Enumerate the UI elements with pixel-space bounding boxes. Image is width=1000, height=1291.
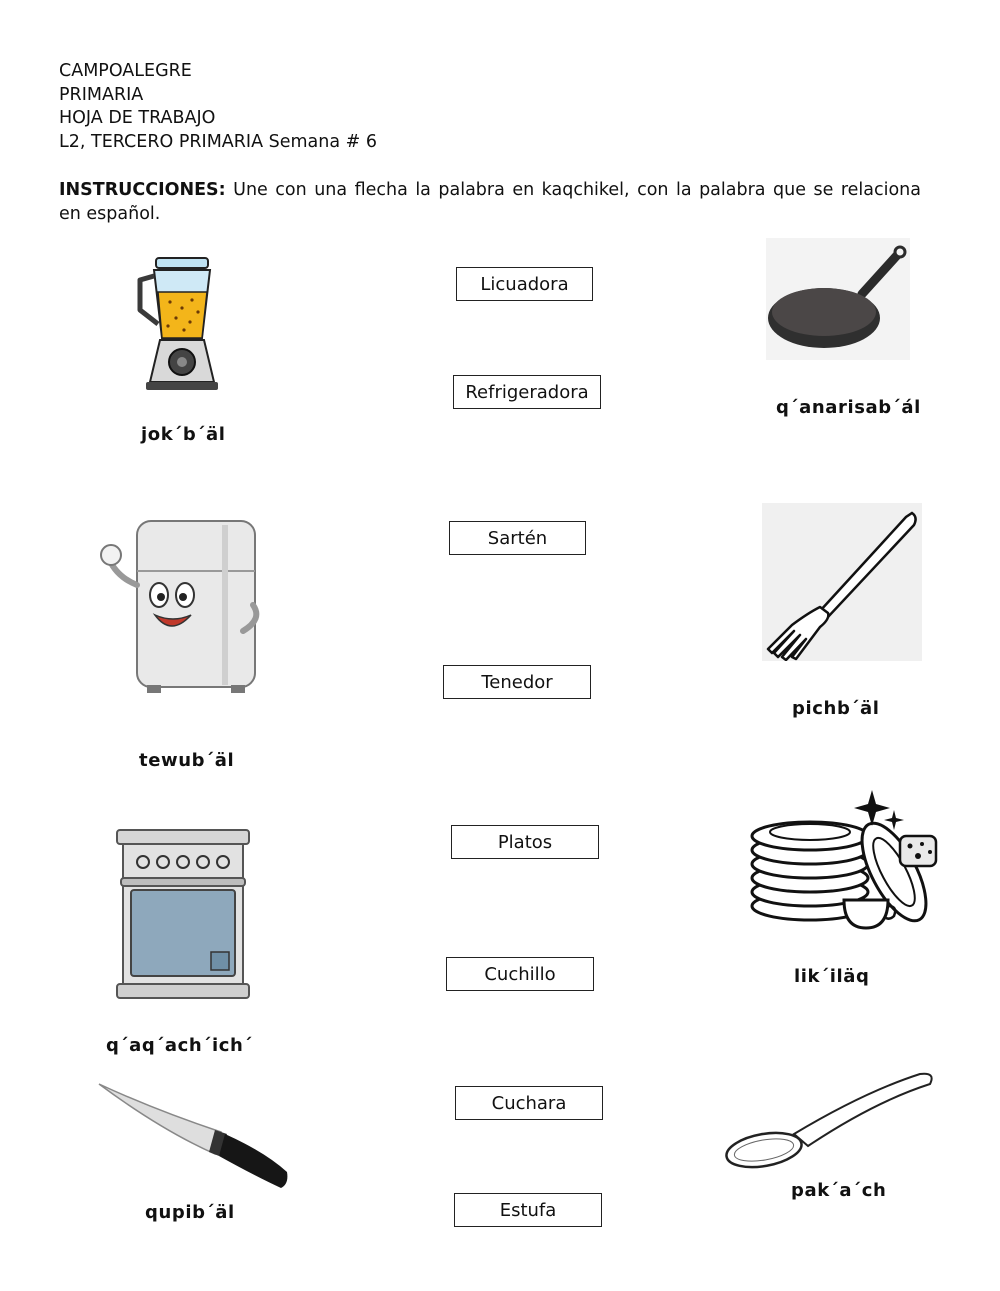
kaqchikel-word[interactable]: qupib´äl [145,1202,235,1223]
school-name: CAMPOALEGRE [59,61,192,81]
word-box-tenedor[interactable]: Tenedor [443,665,591,699]
school-level: PRIMARIA [59,84,144,105]
kaqchikel-word[interactable]: jok´b´äl [141,424,226,445]
worksheet-header [59,60,377,154]
word-box-sarten[interactable]: Sartén [449,521,586,555]
kaqchikel-word[interactable]: pichb´äl [792,698,880,719]
blender-image[interactable] [130,250,230,398]
instructions-text: Une con una flecha la palabra en kaqchikel, con la palabra que se relaciona en español. [59,180,921,224]
plates-image[interactable] [748,788,942,936]
kaqchikel-word[interactable]: q´aq´ach´ich´ [106,1035,254,1056]
fork-image[interactable] [762,503,922,661]
kaqchikel-word[interactable]: q´anarisab´ál [776,397,921,418]
word-box-refrigeradora[interactable]: Refrigeradora [453,375,601,409]
word-box-licuadora[interactable]: Licuadora [456,267,593,301]
course-line: L2, TERCERO PRIMARIA Semana # 6 [59,131,377,152]
kaqchikel-word[interactable]: pak´a´ch [791,1180,887,1201]
fridge-image[interactable] [97,515,265,695]
knife-image[interactable] [95,1080,295,1195]
instructions-label: INSTRUCCIONES: [59,180,226,200]
word-box-estufa[interactable]: Estufa [454,1193,602,1227]
word-box-cuchillo[interactable]: Cuchillo [446,957,594,991]
spoon-image[interactable] [724,1068,936,1172]
stove-image[interactable] [115,828,251,1002]
kaqchikel-word[interactable]: lik´iläq [794,966,870,987]
document-type: HOJA DE TRABAJO [59,108,216,128]
pan-image[interactable] [766,238,910,360]
word-box-cuchara[interactable]: Cuchara [455,1086,603,1120]
kaqchikel-word[interactable]: tewub´äl [139,750,235,771]
instructions [59,178,921,226]
word-box-platos[interactable]: Platos [451,825,599,859]
